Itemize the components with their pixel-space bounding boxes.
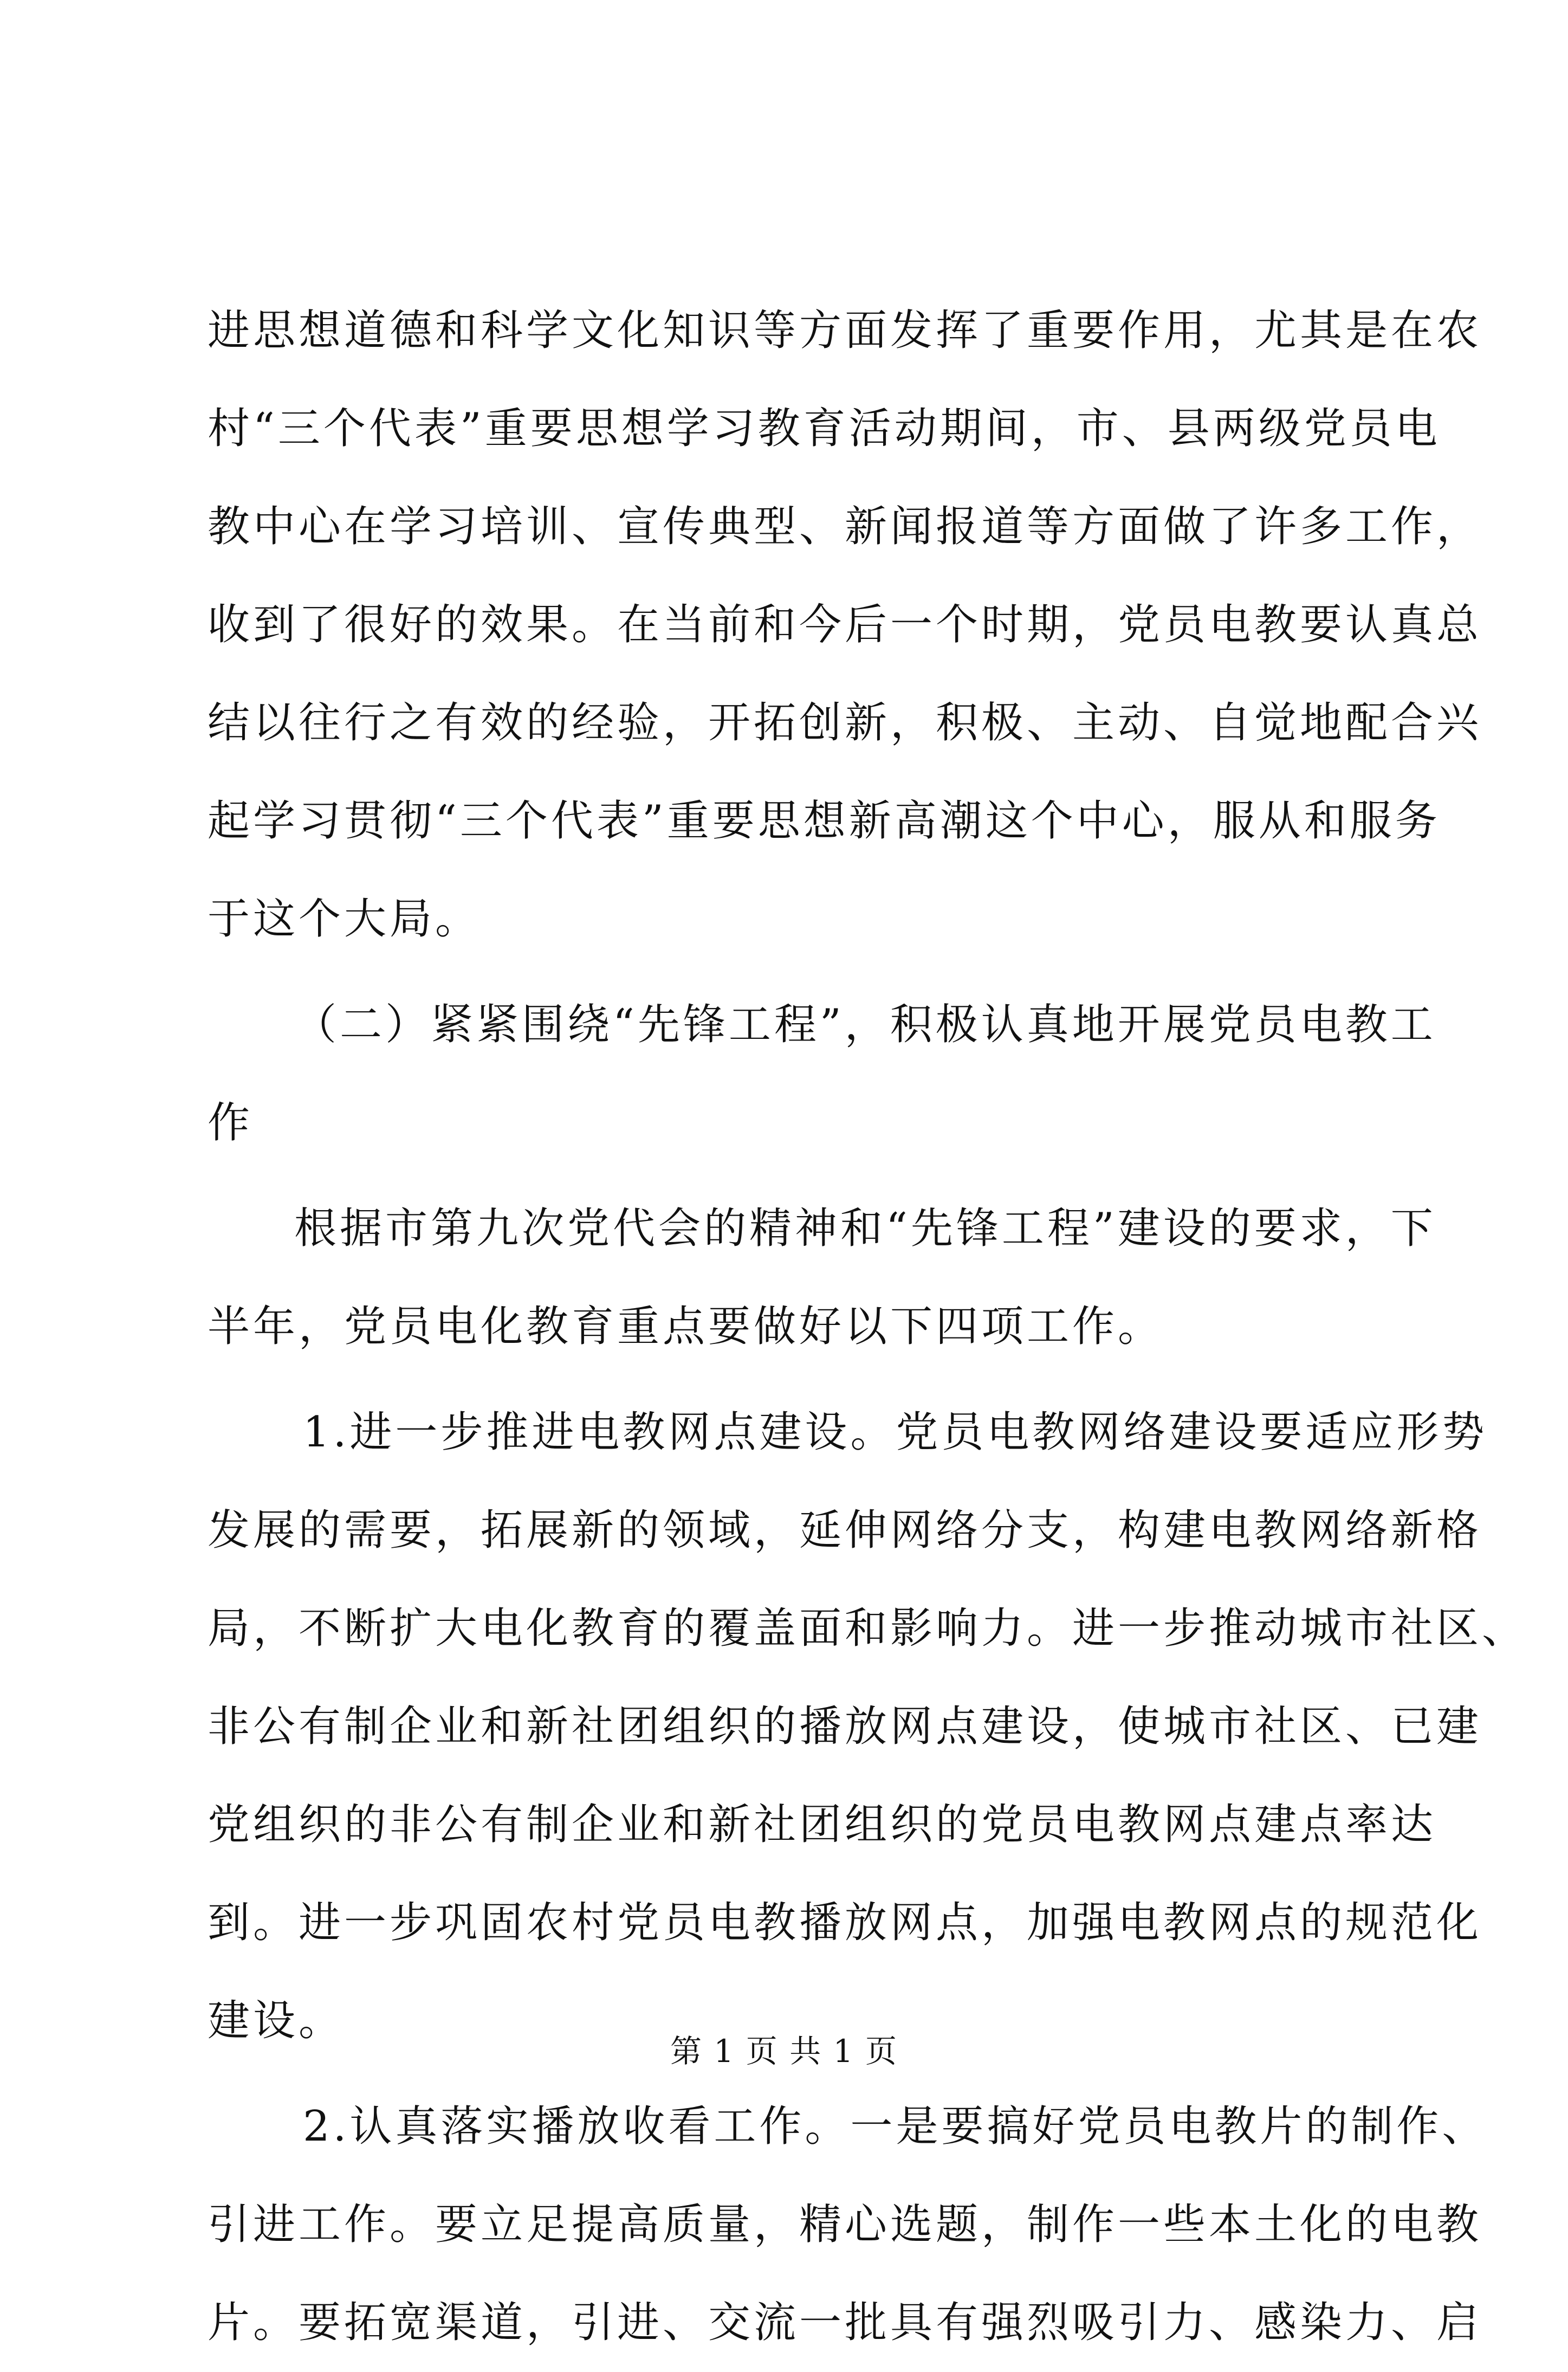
list-item-heading: 1.进一步推进电教网点建设。党员电教网络建设要适应形势 xyxy=(303,1408,1488,1457)
section-heading: （二）紧紧围绕“先锋工程”，积极认真地开展党员电教工 xyxy=(294,1000,1436,1049)
text-line: 根据市第九次党代会的精神和“先锋工程”建设的要求，下 xyxy=(294,1204,1436,1253)
text-line: 引进工作。要立足提高质量，精心选题，制作一些本土化的电教 xyxy=(208,2200,1482,2249)
text-line: 片。要拓宽渠道，引进、交流一批具有强烈吸引力、感染力、启 xyxy=(208,2298,1482,2347)
text-line: 结以往行之有效的经验，开拓创新，积极、主动、自觉地配合兴 xyxy=(208,699,1482,747)
page-footer: 第 1 页 共 1 页 xyxy=(670,2033,898,2070)
text-line: 进思想道德和科学文化知识等方面发挥了重要作用，尤其是在农 xyxy=(208,306,1482,355)
text-line: 党组织的非公有制企业和新社团组织的党员电教网点建点率达 xyxy=(208,1800,1437,1849)
text-line: 发展的需要，拓展新的领域，延伸网络分支，构建电教网络新格 xyxy=(208,1506,1482,1555)
text-line: 教中心在学习培训、宣传典型、新闻报道等方面做了许多工作， xyxy=(208,502,1482,551)
text-line: 收到了很好的效果。在当前和今后一个时期，党员电教要认真总 xyxy=(208,600,1482,649)
section-heading-continued: 作 xyxy=(208,1098,254,1147)
text-line: 于这个大局。 xyxy=(208,895,481,943)
text-line: 建设。 xyxy=(208,1996,345,2045)
text-line: 非公有制企业和新社团组织的播放网点建设，使城市社区、已建 xyxy=(208,1702,1482,1751)
text-line: 村“三个代表”重要思想学习教育活动期间，市、县两级党员电 xyxy=(208,404,1441,453)
text-line: 局，不断扩大电化教育的覆盖面和影响力。进一步推动城市社区、 xyxy=(208,1604,1528,1653)
text-line: 起学习贯彻“三个代表”重要思想新高潮这个中心，服从和服务 xyxy=(208,797,1441,845)
text-line: 到。进一步巩固农村党员电教播放网点，加强电教网点的规范化 xyxy=(208,1898,1482,1947)
list-item-heading: 2.认真落实播放收看工作。一是要搞好党员电教片的制作、 xyxy=(303,2102,1488,2151)
text-line: 半年，党员电化教育重点要做好以下四项工作。 xyxy=(208,1302,1164,1351)
